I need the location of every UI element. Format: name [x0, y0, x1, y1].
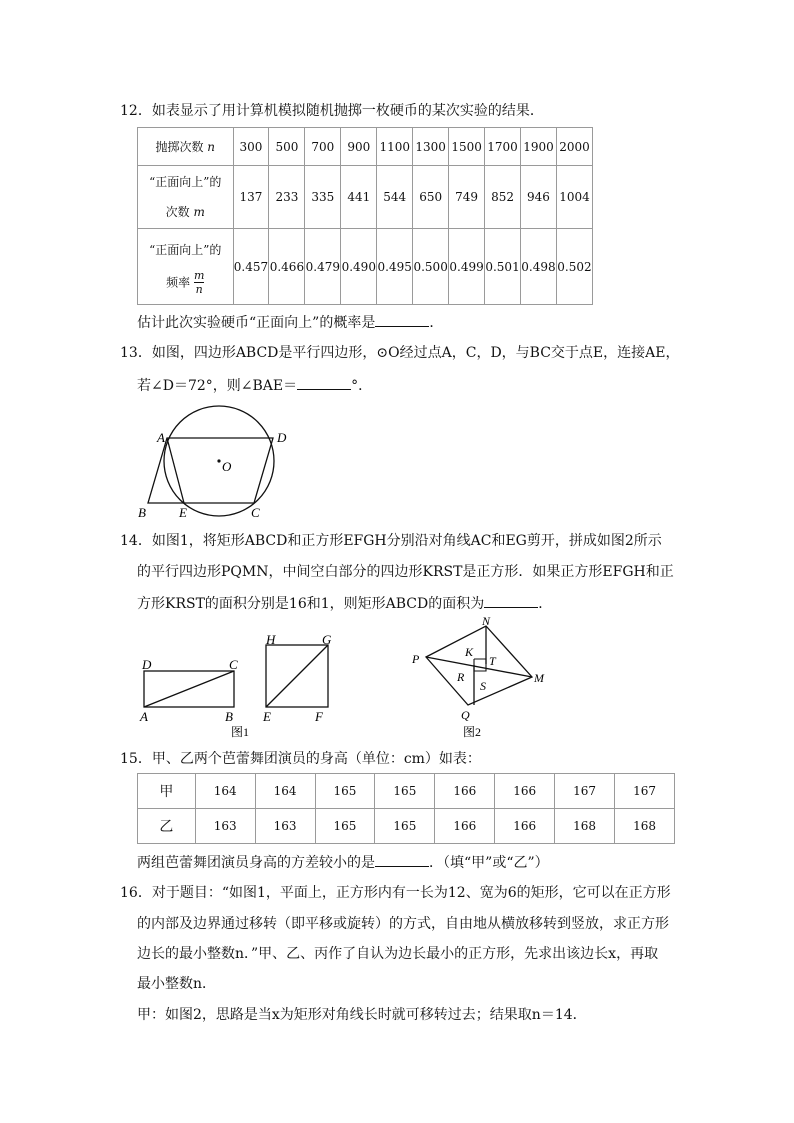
- circle-parallelogram-figure: [130, 405, 300, 520]
- answer-blank: [297, 375, 351, 390]
- row-label-yi: 乙: [138, 809, 196, 844]
- q14-line1: 14．如图1，将矩形ABCD和正方形EFGH分别沿对角线AC和EG剪开，拼成如图2所示: [120, 533, 662, 549]
- label-a: A: [140, 709, 148, 724]
- table-cell: 0.490: [341, 229, 377, 305]
- label-a: A: [157, 430, 165, 445]
- fig2-caption: 图2: [463, 725, 482, 739]
- table-cell: 335: [305, 166, 341, 229]
- table-cell: 1004: [556, 166, 592, 229]
- table-cell: 749: [449, 166, 485, 229]
- table-cell: 167: [555, 774, 615, 809]
- parallelogram-pqmn: [426, 626, 532, 705]
- label-e: E: [263, 709, 271, 724]
- label-d: D: [277, 430, 287, 445]
- q15-line1: 15．甲、乙两个芭蕾舞团演员的身高（单位：cm）如表：: [120, 751, 481, 767]
- label-h: H: [266, 632, 276, 647]
- answer-blank: [375, 852, 429, 867]
- fig1-caption: 图1: [231, 725, 250, 739]
- figure-2: [402, 612, 554, 740]
- table-cell: 0.495: [377, 229, 413, 305]
- row-label-heads-frequency: “正面向上”的 频率 $\frac{m}{n}$: [138, 229, 234, 305]
- table-cell: 900: [341, 128, 377, 166]
- q14-line3: 方形KRST的面积分别是16和1，则矩形ABCD的面积为 ．: [137, 593, 552, 614]
- label-g: G: [322, 632, 332, 647]
- label-p: P: [412, 652, 420, 666]
- table-cell: 168: [555, 809, 615, 844]
- label-q: Q: [461, 708, 470, 722]
- table-cell: 163: [195, 809, 255, 844]
- table-cell: 167: [615, 774, 675, 809]
- table-cell: 0.499: [449, 229, 485, 305]
- answer-blank: [484, 593, 538, 608]
- table-cell: 1100: [377, 128, 413, 166]
- table-cell: 0.457: [233, 229, 269, 305]
- table-cell: 1900: [521, 128, 557, 166]
- q16-line3: 边长的最小整数n．”甲、乙、丙作了自认为边长最小的正方形，先求出该边长x，再取: [137, 946, 659, 962]
- coin-table: [137, 127, 593, 305]
- table-cell: 0.498: [521, 229, 557, 305]
- square-krst: [474, 659, 486, 671]
- label-t: T: [489, 654, 496, 668]
- table-cell: 2000: [556, 128, 592, 166]
- table-cell: 1700: [485, 128, 521, 166]
- label-b: B: [225, 709, 233, 724]
- q12-text: 12．如表显示了用计算机模拟随机抛掷一枚硬币的某次实验的结果．: [120, 103, 544, 119]
- segment-ae: [167, 438, 184, 503]
- table-cell: 163: [255, 809, 315, 844]
- q16-line4: 最小整数n．: [137, 976, 217, 992]
- table-cell: 165: [315, 809, 375, 844]
- table-cell: 164: [255, 774, 315, 809]
- label-k: K: [465, 645, 474, 659]
- row-label-jia: 甲: [138, 774, 196, 809]
- height-table: [137, 773, 675, 844]
- diagonal-ac: [144, 671, 234, 707]
- table-cell: 650: [413, 166, 449, 229]
- label-o: O: [222, 459, 232, 474]
- frequency-fraction: $\frac{m}{n}$: [193, 269, 205, 296]
- table-cell: 166: [435, 774, 495, 809]
- label-d: D: [142, 657, 152, 672]
- table-cell: 166: [435, 809, 495, 844]
- table-cell: 300: [233, 128, 269, 166]
- table-cell: 544: [377, 166, 413, 229]
- table-cell: 137: [233, 166, 269, 229]
- label-s: S: [480, 679, 486, 693]
- center-point: [217, 459, 220, 462]
- q12-question: 估计此次实验硬币“正面向上”的概率是 ．: [137, 312, 443, 333]
- label-b: B: [138, 505, 146, 520]
- table-cell: 166: [495, 774, 555, 809]
- table-cell: 852: [485, 166, 521, 229]
- table-cell: 0.501: [485, 229, 521, 305]
- label-r: R: [457, 670, 465, 684]
- table-cell: 164: [195, 774, 255, 809]
- label-n: N: [482, 614, 491, 628]
- table-cell: 165: [375, 809, 435, 844]
- table-cell: 0.479: [305, 229, 341, 305]
- q16-line5: 甲：如图2，思路是当x为矩形对角线长时就可移转过去；结果取n＝14．: [137, 1007, 587, 1023]
- label-m: M: [534, 671, 544, 685]
- row-label-heads-count: “正面向上”的 次数 m: [138, 166, 234, 229]
- table-cell: 1300: [413, 128, 449, 166]
- q16-line1: 16．对于题目：“如图1，平面上，正方形内有一长为12、宽为6的矩形，它可以在正方形: [120, 885, 671, 901]
- answer-blank: [375, 312, 429, 327]
- table-cell: 233: [269, 166, 305, 229]
- q13-line2: 若∠D＝72°，则∠BAE＝ °．: [137, 375, 372, 396]
- table-cell: 0.502: [556, 229, 592, 305]
- table-cell: 0.500: [413, 229, 449, 305]
- label-c: C: [251, 505, 260, 520]
- table-cell: 0.466: [269, 229, 305, 305]
- q16-line2: 的内部及边界通过移转（即平移或旋转）的方式，自由地从横放移转到竖放，求正方形: [137, 916, 669, 932]
- q14-line2: 的平行四边形PQMN，中间空白部分的四边形KRST是正方形．如果正方形EFGH和正: [137, 564, 674, 580]
- row-label-throws: 抛掷次数 n: [138, 128, 234, 166]
- parallelogram-abcd: [148, 438, 273, 503]
- table-cell: 1500: [449, 128, 485, 166]
- table-cell: 166: [495, 809, 555, 844]
- table-cell: 500: [269, 128, 305, 166]
- table-cell: 700: [305, 128, 341, 166]
- q13-line1: 13．如图，四边形ABCD是平行四边形，⊙O经过点A，C，D，与BC交于点E，连接AE，: [120, 345, 680, 361]
- figure-1: [135, 628, 350, 740]
- table-cell: 168: [615, 809, 675, 844]
- label-c: C: [229, 657, 238, 672]
- table-cell: 165: [315, 774, 375, 809]
- table-cell: 165: [375, 774, 435, 809]
- label-e: E: [179, 505, 187, 520]
- diagonal-eg: [266, 645, 328, 707]
- table-cell: 441: [341, 166, 377, 229]
- label-f: F: [315, 709, 323, 724]
- table-cell: 946: [521, 166, 557, 229]
- q15-question: 两组芭蕾舞团演员身高的方差较小的是 ．（填“甲”或“乙”）: [137, 852, 549, 873]
